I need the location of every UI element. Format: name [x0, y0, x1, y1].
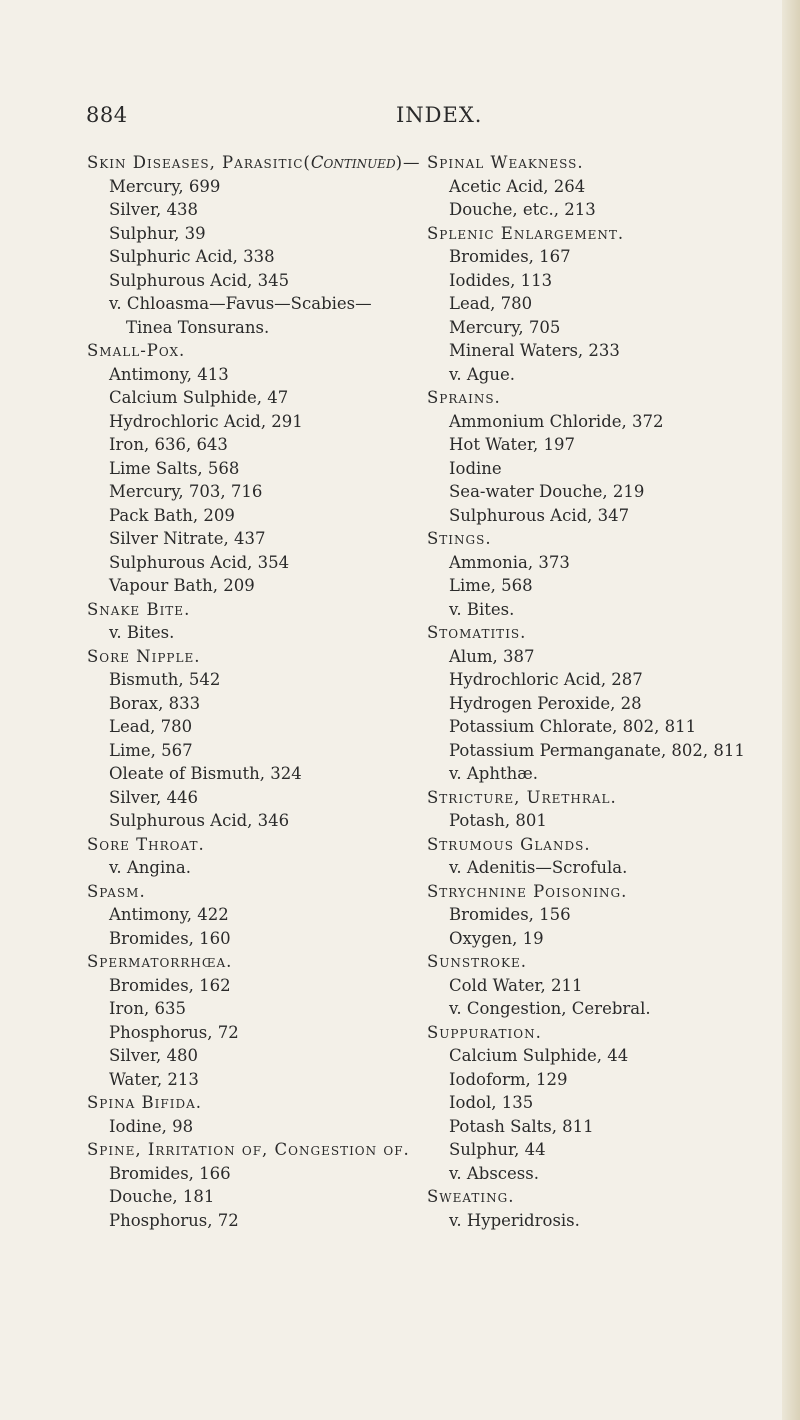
index-entry	[427, 1091, 797, 1115]
index-heading	[87, 151, 427, 175]
index-heading	[87, 1091, 427, 1115]
index-entry	[427, 410, 797, 434]
index-entry-text: Sulphur, 44	[449, 1140, 546, 1159]
index-entry-text: Iron, 635	[109, 999, 186, 1018]
index-heading	[427, 621, 797, 645]
index-entry	[427, 645, 797, 669]
index-entry-text: Sulphurous Acid, 345	[109, 270, 290, 290]
index-entry	[87, 175, 427, 199]
index-entry	[87, 856, 427, 880]
index-heading-text: Spina Bifida.	[87, 1093, 202, 1112]
index-entry	[87, 433, 427, 457]
index-entry	[427, 1162, 797, 1186]
index-entry	[427, 480, 797, 504]
index-entry	[427, 974, 797, 998]
continued-note: Continued	[310, 153, 396, 172]
index-entry-text: Iodoform, 129	[449, 1069, 568, 1089]
page-title: INDEX.	[396, 103, 483, 127]
index-entry-text: Bromides, 167	[449, 247, 571, 266]
index-entry	[87, 269, 427, 293]
index-heading	[427, 386, 797, 410]
index-entry	[87, 974, 427, 998]
index-entry-text: Silver, 438	[109, 200, 199, 219]
index-entry	[87, 997, 427, 1021]
index-entry	[87, 1185, 427, 1209]
index-entry	[427, 739, 797, 763]
index-entry-text: Lime, 568	[449, 576, 533, 595]
index-entry	[87, 504, 427, 528]
index-entry-text: Mercury, 699	[109, 176, 221, 196]
index-entry-text: Pack Bath, 209	[109, 505, 235, 525]
index-entry-text: Cold Water, 211	[449, 975, 583, 995]
index-entry	[427, 1044, 797, 1068]
index-entry-text: v. Congestion, Cerebral.	[449, 999, 651, 1018]
index-entry	[87, 363, 427, 387]
index-entry	[87, 527, 427, 551]
paren-open: (	[303, 153, 311, 172]
index-entry-text: Iodol, 135	[449, 1093, 534, 1112]
index-entry	[427, 598, 797, 622]
index-entry	[87, 480, 427, 504]
index-entry-text: Silver, 446	[109, 787, 199, 807]
index-entry	[87, 1115, 427, 1139]
index-entry-text: v. Abscess.	[449, 1163, 539, 1183]
index-heading-text: Splenic Enlargement.	[427, 223, 625, 243]
index-entry-text: Water, 213	[109, 1069, 199, 1089]
index-entry-text: Lime Salts, 568	[109, 458, 240, 478]
index-entry-text: Lead, 780	[449, 294, 533, 313]
index-entry	[427, 245, 797, 269]
index-entry	[427, 551, 797, 575]
index-entry	[427, 269, 797, 293]
index-entry	[87, 574, 427, 598]
index-entry-text: Hydrochloric Acid, 291	[109, 411, 303, 431]
index-heading-text: Spasm.	[87, 881, 146, 901]
index-entry	[427, 927, 797, 951]
index-heading	[427, 950, 797, 974]
index-entry	[87, 410, 427, 434]
index-entry-text: Hot Water, 197	[449, 435, 576, 454]
index-entry	[87, 245, 427, 269]
index-entry-text: Iodides, 113	[449, 270, 553, 290]
index-entry	[87, 198, 427, 222]
index-entry-text: Tinea Tonsurans.	[126, 317, 270, 337]
index-entry-text: Iron, 636, 643	[109, 435, 228, 454]
index-entry	[427, 339, 797, 363]
index-heading	[87, 1138, 427, 1162]
index-entry	[427, 316, 797, 340]
index-entry-text: Iodine, 98	[109, 1116, 194, 1136]
index-entry-text: Lead, 780	[109, 717, 193, 736]
index-entry-text: Antimony, 422	[109, 905, 229, 924]
index-entry	[87, 292, 427, 316]
index-heading-text: Spine, Irritation of, Congestion of.	[87, 1140, 410, 1159]
index-entry	[427, 363, 797, 387]
index-entry	[427, 856, 797, 880]
index-heading	[427, 222, 797, 246]
index-entry-text: Acetic Acid, 264	[449, 176, 586, 196]
index-entry	[87, 316, 427, 340]
index-entry-text: Iodine	[449, 458, 502, 478]
index-entry-text: Hydrogen Peroxide, 28	[449, 693, 642, 713]
index-entry	[87, 739, 427, 763]
index-entry-text: Lime, 567	[109, 740, 193, 760]
index-entry-text: v. Chloasma—Favus—Scabies—	[109, 294, 372, 313]
index-entry	[87, 1209, 427, 1233]
index-heading	[87, 880, 427, 904]
index-heading-text: Strumous Glands.	[427, 834, 591, 854]
index-entry-text: Phosphorus, 72	[109, 1022, 239, 1042]
index-entry-text: Sulphuric Acid, 338	[109, 247, 275, 266]
index-entry	[427, 175, 797, 199]
index-entry-text: Mineral Waters, 233	[449, 341, 620, 360]
index-entry-text: v. Angina.	[109, 858, 191, 877]
index-entry	[87, 1068, 427, 1092]
index-entry-text: Mercury, 705	[449, 317, 561, 337]
index-entry	[427, 433, 797, 457]
paren-close: )	[395, 153, 403, 172]
index-heading-text: Sore Nipple.	[87, 646, 201, 666]
index-entry-text: Calcium Sulphide, 44	[449, 1046, 629, 1065]
index-heading	[87, 833, 427, 857]
index-entry	[427, 574, 797, 598]
index-heading	[87, 645, 427, 669]
index-entry	[427, 1115, 797, 1139]
index-heading	[87, 598, 427, 622]
page-number: 884	[86, 103, 128, 127]
index-heading	[427, 1021, 797, 1045]
index-entry-text: Potassium Chlorate, 802, 811	[449, 717, 697, 736]
index-entry-text: Sulphur, 39	[109, 223, 206, 243]
index-entry	[427, 1138, 797, 1162]
index-entry	[427, 762, 797, 786]
index-heading-text: Spermatorrhœa.	[87, 952, 233, 971]
index-entry	[87, 762, 427, 786]
index-heading	[427, 1185, 797, 1209]
index-heading	[427, 527, 797, 551]
index-entry-text: Sulphurous Acid, 346	[109, 811, 290, 830]
index-entry	[87, 692, 427, 716]
index-entry	[427, 903, 797, 927]
index-entry-text: Potash Salts, 811	[449, 1116, 594, 1136]
index-entry-text: v. Bites.	[449, 599, 515, 619]
index-entry-text: Sea-water Douche, 219	[449, 482, 645, 501]
index-entry-text: Calcium Sulphide, 47	[109, 388, 289, 407]
index-entry	[87, 715, 427, 739]
index-entry	[87, 551, 427, 575]
index-entry-text: Silver, 480	[109, 1046, 199, 1065]
index-entry-text: Bromides, 166	[109, 1163, 231, 1183]
index-entry	[87, 903, 427, 927]
index-column-left	[87, 151, 427, 1232]
index-entry	[87, 809, 427, 833]
index-heading	[87, 950, 427, 974]
index-entry-text: v. Hyperidrosis.	[449, 1210, 580, 1230]
heading-dash: —	[403, 153, 421, 172]
index-heading	[427, 786, 797, 810]
index-entry-text: Silver Nitrate, 437	[109, 529, 266, 548]
index-column-right	[427, 151, 797, 1232]
index-entry	[427, 292, 797, 316]
index-entry-text: Bismuth, 542	[109, 670, 221, 689]
index-entry-text: Vapour Bath, 209	[109, 576, 255, 595]
index-heading	[427, 880, 797, 904]
index-heading	[87, 339, 427, 363]
index-entry	[427, 715, 797, 739]
index-entry-text: v. Bites.	[109, 623, 175, 642]
index-heading-text: Stricture, Urethral.	[427, 787, 617, 807]
index-heading-text: Sunstroke.	[427, 952, 527, 971]
index-entry	[87, 668, 427, 692]
index-entry-text: v. Adenitis—Scrofula.	[449, 858, 628, 877]
index-entry-text: Sulphurous Acid, 354	[109, 552, 290, 572]
index-entry-text: Sulphurous Acid, 347	[449, 505, 630, 525]
index-heading-text: Spinal Weakness.	[427, 153, 584, 172]
index-entry	[427, 668, 797, 692]
index-entry	[87, 457, 427, 481]
index-entry	[87, 222, 427, 246]
index-heading-text: Sprains.	[427, 388, 501, 407]
index-entry-text: Hydrochloric Acid, 287	[449, 670, 643, 689]
index-entry	[427, 692, 797, 716]
index-entry-text: Douche, 181	[109, 1187, 215, 1206]
index-entry-text: Potassium Permanganate, 802, 811	[449, 740, 745, 760]
index-entry	[87, 1021, 427, 1045]
index-entry	[427, 504, 797, 528]
index-entry-text: Antimony, 413	[109, 364, 229, 384]
page-header	[0, 103, 800, 133]
index-entry-text: v. Aphthæ.	[449, 764, 538, 783]
index-heading-text: Sweating.	[427, 1187, 515, 1206]
index-entry-text: Borax, 833	[109, 693, 201, 713]
index-entry-text: Phosphorus, 72	[109, 1210, 239, 1230]
index-heading-text: Stomatitis.	[427, 623, 527, 642]
index-heading	[427, 833, 797, 857]
index-heading-text: Skin Diseases, Parasitic	[87, 153, 304, 172]
index-entry-text: v. Ague.	[449, 364, 515, 384]
index-heading-text: Stings.	[427, 529, 492, 548]
index-entry	[87, 621, 427, 645]
index-entry-text: Ammonium Chloride, 372	[449, 411, 664, 431]
index-entry	[427, 1068, 797, 1092]
index-entry-text: Bromides, 162	[109, 975, 231, 995]
index-entry	[87, 1162, 427, 1186]
index-entry	[87, 927, 427, 951]
index-entry-text: Ammonia, 373	[449, 552, 570, 572]
index-entry-text: Douche, etc., 213	[449, 200, 596, 219]
index-entry	[427, 1209, 797, 1233]
index-entry	[427, 457, 797, 481]
index-entry-text: Bromides, 156	[449, 905, 571, 924]
index-heading-text: Snake Bite.	[87, 599, 191, 619]
index-entry-text: Oleate of Bismuth, 324	[109, 764, 302, 783]
index-entry	[427, 809, 797, 833]
index-heading	[427, 151, 797, 175]
index-entry	[427, 997, 797, 1021]
index-entry-text: Oxygen, 19	[449, 928, 544, 948]
index-entry	[87, 386, 427, 410]
index-entry-text: Alum, 387	[449, 646, 535, 666]
index-entry-text: Bromides, 160	[109, 928, 231, 948]
index-entry	[87, 1044, 427, 1068]
index-entry-text: Potash, 801	[449, 811, 547, 830]
index-entry-text: Mercury, 703, 716	[109, 482, 263, 501]
index-entry	[427, 198, 797, 222]
index-entry	[87, 786, 427, 810]
index-heading-text: Sore Throat.	[87, 834, 205, 854]
index-heading-text: Small-Pox.	[87, 341, 186, 360]
index-heading-text: Strychnine Poisoning.	[427, 881, 628, 901]
index-heading-text: Suppuration.	[427, 1022, 542, 1042]
